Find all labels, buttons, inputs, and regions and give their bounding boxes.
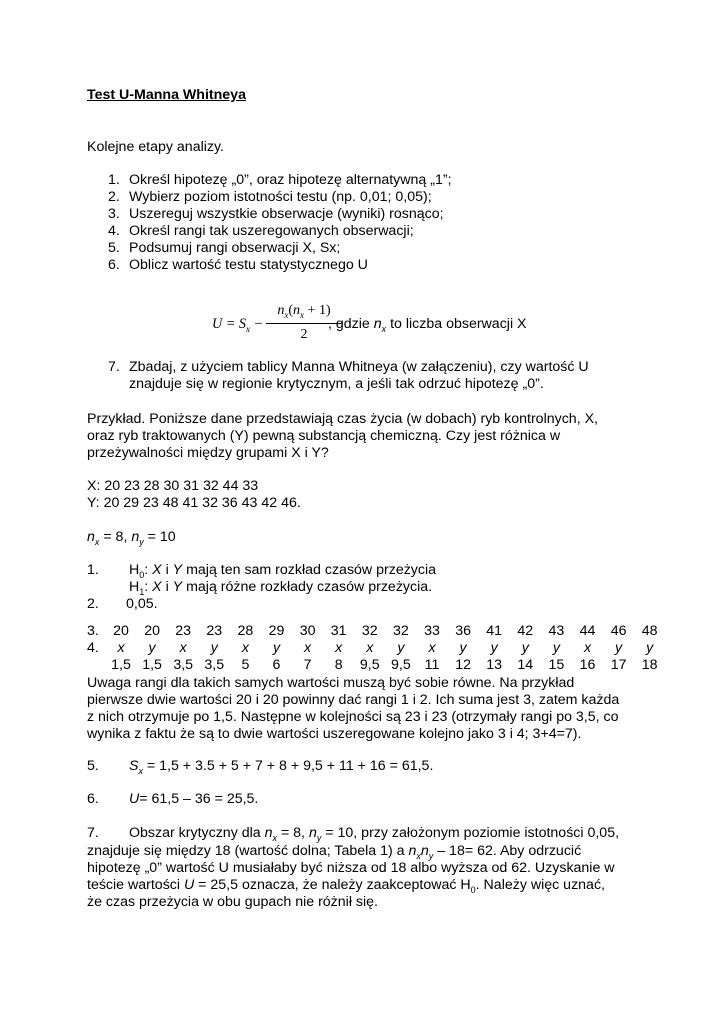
ranking-value: 46 <box>610 623 627 639</box>
hypothesis-h0: $H_0$: X i Y mają ten sam rozkład czasów przeżycia <box>129 562 437 580</box>
ranking-rank: 15 <box>548 657 565 673</box>
item-number: 2. <box>87 596 99 612</box>
step-number: 3. <box>108 206 120 222</box>
formula-lhs: $U = S_x$ − <box>212 316 264 334</box>
ranking-value: 20 <box>113 623 129 639</box>
ranking-rank: 14 <box>517 657 534 673</box>
ranking-ranks-row <box>0 657 724 675</box>
step-text: Określ hipotezę „0”, oraz hipotezę alternatywną „1”; <box>129 172 452 188</box>
ranking-value: 29 <box>268 623 285 639</box>
rank-sum: $S_x = 1,5 + 3.5 + 5 + 7 + 8 + 9,5 + 11 + 16 = 61,5$. <box>129 758 434 776</box>
u-value: U= 61,5 – 36 = 25,5. <box>129 791 259 807</box>
step-text: Podsumuj rangi obserwacji X, Sx; <box>129 240 341 256</box>
ranking-value: 36 <box>455 623 471 639</box>
step-text: Wybierz poziom istotności testu (np. 0,01; 0,05); <box>129 189 432 205</box>
ranking-rank: 9,5 <box>391 657 411 673</box>
step-text: Oblicz wartość testu statystycznego U <box>129 257 368 273</box>
ranking-group: x <box>583 640 592 656</box>
item-number: 6. <box>87 791 99 807</box>
ranking-group: x <box>241 640 249 656</box>
ranking-rank: 11 <box>424 657 440 673</box>
item-number: 1. <box>87 562 99 578</box>
item-number: 4. <box>87 640 99 656</box>
ranking-group: y <box>210 640 218 656</box>
ranking-value: 23 <box>175 623 192 639</box>
step-number: 4. <box>108 223 120 239</box>
ranking-group: x <box>366 640 374 656</box>
conclusion-line: znajduje się między 18 (wartość dolna; Tabela 1) a $n_xn_y - 18= 62$. Aby odrzucić <box>87 843 582 861</box>
conclusion-line: że czas przeżycia w obu gupach nie różnił się. <box>87 894 378 910</box>
ranking-group: x <box>304 640 312 656</box>
conclusion-line: teście wartości U = 25,5 oznacza, że należy zaakceptować $H_0$. Należy więc uznać, <box>87 877 605 895</box>
intro-text: Kolejne etapy analizy. <box>87 139 224 155</box>
ranking-value: 33 <box>424 623 440 639</box>
ranking-value: 32 <box>393 623 409 639</box>
conclusion-line: Obszar krytyczny dla $n_x = 8$, $n_y = 10$, przy założonym poziomie istotności 0,05, <box>129 825 620 843</box>
ranking-rank: 17 <box>610 657 627 673</box>
step-number: 7. <box>108 359 120 375</box>
ties-line: pierwsze dwie wartości 20 i 20 powinny dać rangi 1 i 2. Ich suma jest 3, zatem każda <box>87 692 620 708</box>
ranking-rank: 8 <box>334 657 343 673</box>
ranking-value: 44 <box>579 623 596 639</box>
formula-suffix: , gdzie $n_x$ to liczba obserwacji X <box>328 316 527 334</box>
ties-line: Uwaga rangi dla takich samych wartości muszą być sobie równe. Na przykład <box>87 675 575 691</box>
ranking-group: y <box>552 640 560 656</box>
ranking-group: y <box>459 640 467 656</box>
ranking-group: y <box>148 640 156 656</box>
conclusion-line: hipotezę „0” wartość U musiałaby być niższa od 18 albo wyższa od 62. Uzyskanie w <box>87 860 615 876</box>
step-text: Uszereguj wszystkie obserwacje (wyniki) rosnąco; <box>129 206 444 222</box>
u-formula <box>212 302 542 348</box>
ranking-value: 28 <box>237 623 254 639</box>
ranking-group: y <box>521 640 529 656</box>
ranking-group: x <box>335 640 343 656</box>
data-y: Y: 20 29 23 48 41 32 36 43 42 46. <box>87 495 301 511</box>
ranking-rank: 9,5 <box>359 657 380 673</box>
ranking-rank: 1,5 <box>142 657 162 673</box>
hypothesis-h1: $H_1$: X i Y mają różne rozkłady czasów przeżycia. <box>129 579 433 597</box>
formula-denominator: 2 <box>300 327 308 342</box>
step-number: 5. <box>108 240 120 256</box>
ranking-value: 30 <box>299 623 316 639</box>
step-number: 2. <box>108 189 120 205</box>
ranking-rank: 5 <box>241 657 250 673</box>
ranking-group: y <box>615 640 623 656</box>
step-text: Określ rangi tak uszeregowanych obserwacji; <box>129 223 414 239</box>
step7-line2: znajduje się w regionie krytycznym, a jeśli tak odrzuć hipotezę „0”. <box>129 376 544 392</box>
formula-numerator: $n_x(n_x + 1)$ <box>277 303 331 320</box>
ranking-value: 41 <box>486 623 503 639</box>
ranking-value: 32 <box>361 623 378 639</box>
ranking-group: y <box>397 640 405 656</box>
ranking-group: y <box>646 640 654 656</box>
ranking-rank: 12 <box>455 657 471 673</box>
step-number: 1. <box>108 172 120 188</box>
ties-line: z nich otrzymuje po 1,5. Następne w kolejności są 23 i 23 (otrzymały rangi po 3,5, co <box>87 709 619 725</box>
step7-line1: Zbadaj, z użyciem tablicy Manna Whitneya (w załączeniu), czy wartość U <box>129 359 589 375</box>
ranking-group: x <box>117 640 125 656</box>
ranking-value: 43 <box>548 623 565 639</box>
ranking-value: 20 <box>144 623 160 639</box>
ranking-value: 42 <box>517 623 534 639</box>
ties-line: wynika z faktu że są to dwie wartości uszeregowane kolejno jako 3 i 4; 3+4=7). <box>87 726 582 742</box>
ranking-rank: 3,5 <box>204 657 225 673</box>
ranking-groups-row <box>0 640 724 658</box>
ranking-value: 48 <box>641 623 658 639</box>
page-title: Test U-Manna Whitneya <box>87 87 246 103</box>
ranking-value: 31 <box>330 623 347 639</box>
ranking-group: x <box>428 640 436 656</box>
ranking-rank: 16 <box>579 657 596 673</box>
ranking-rank: 6 <box>272 657 281 673</box>
ranking-rank: 18 <box>641 657 658 673</box>
item-number: 5. <box>87 758 99 774</box>
ranking-group: x <box>179 640 187 656</box>
ranking-rank: 13 <box>486 657 503 673</box>
sample-sizes: $n_x = 8$, $n_y = 10$ <box>87 529 176 547</box>
example-line: Przykład. Poniższe dane przedstawiają czas życia (w dobach) ryb kontrolnych, X, <box>87 411 598 427</box>
ranking-values-row <box>0 623 724 641</box>
example-line: oraz ryb traktowanych (Y) pewną substancją chemiczną. Czy jest różnica w <box>87 428 561 444</box>
ranking-rank: 1,5 <box>111 657 131 673</box>
item-number: 3. <box>87 623 99 639</box>
ranking-group: y <box>272 640 281 656</box>
ranking-value: 23 <box>206 623 223 639</box>
ranking-rank: 7 <box>303 657 312 673</box>
ranking-rank: 3,5 <box>173 657 194 673</box>
item-number: 7. <box>87 825 99 841</box>
example-line: przeżywalności między grupami X i Y? <box>87 445 329 461</box>
data-x: X: 20 23 28 30 31 32 44 33 <box>87 478 259 494</box>
step-number: 6. <box>108 257 120 273</box>
alpha-value: 0,05. <box>126 596 158 612</box>
ranking-group: y <box>490 640 498 656</box>
